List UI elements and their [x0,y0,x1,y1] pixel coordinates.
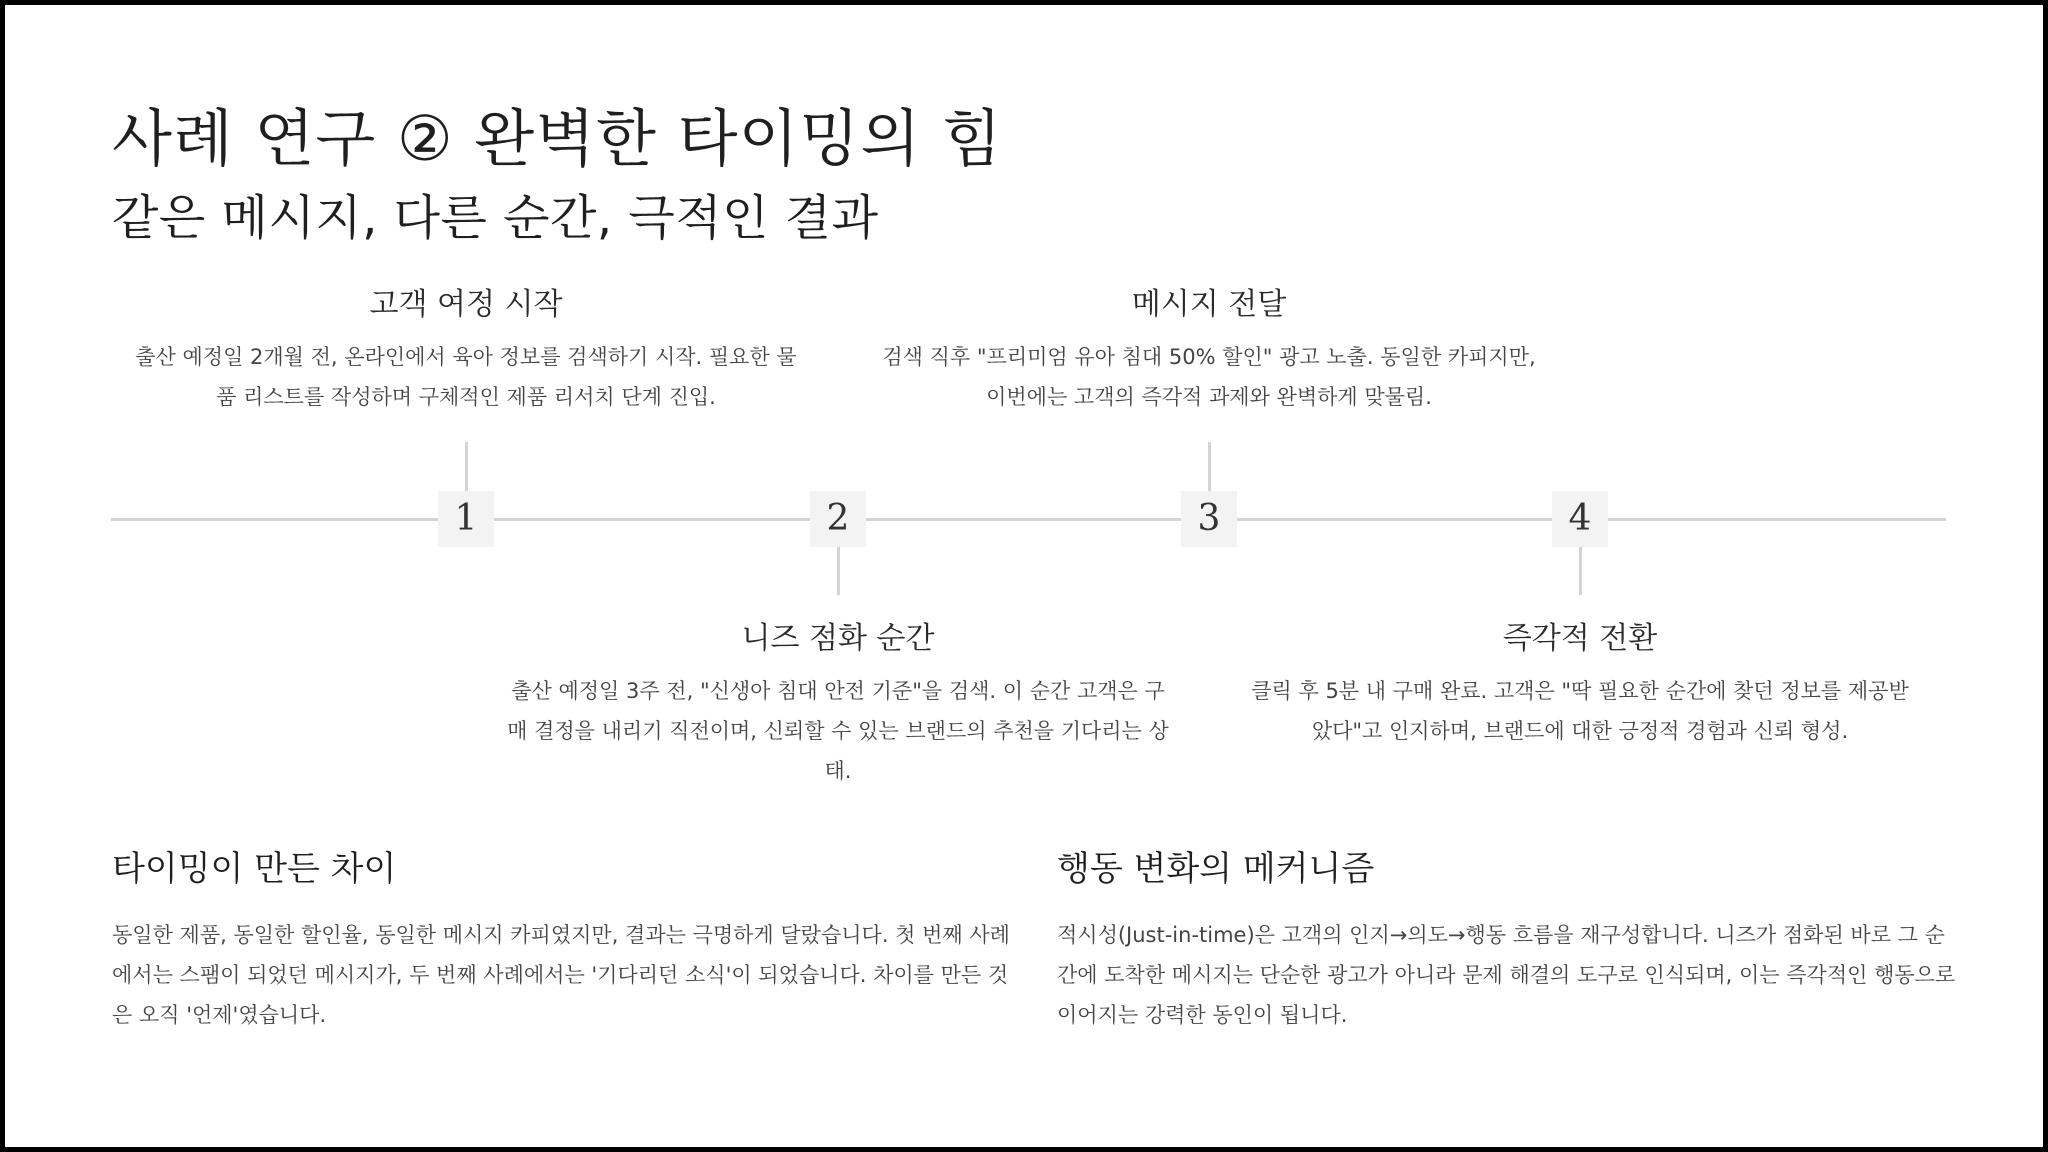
timeline-event-description: 출산 예정일 3주 전, "신생아 침대 안전 기준"을 검색. 이 순간 고객은 구매 결정을 내리기 직전이며, 신뢰할 수 있는 브랜드의 추천을 기다리는 상태. [507,679,1169,783]
section-title: 타이밍이 만든 차이 [112,849,397,889]
slide-subtitle: 같은 메시지, 다른 순간, 극적인 결과 [112,190,879,246]
timeline-event-description: 출산 예정일 2개월 전, 온라인에서 육아 정보를 검색하기 시작. 필요한 물품 리스트를 작성하며 구체적인 제품 리서치 단계 진입. [135,345,797,409]
timeline-marker-3: 3 [1181,491,1237,547]
section-body: 적시성(Just-in-time)은 고객의 인지→의도→행동 흐름을 재구성합니다. 니즈가 점화된 바로 그 순간에 도착한 메시지는 단순한 광고가 아니라 문제 해결의 도구로 인식되며, 이는 즉각적인 행동으로 이어지는 강력한 동인이 됩니다. [1057,923,1956,1027]
timeline-event-title: 고객 여정 시작 [369,287,563,322]
section-title: 행동 변화의 메커니즘 [1057,849,1375,889]
timeline-marker-2: 2 [810,491,866,547]
slide-title: 사례 연구 ② 완벽한 타이밍의 힘 [112,102,1003,175]
section-timing-difference [112,845,1012,1035]
timeline-marker-4: 4 [1552,491,1608,547]
timeline-event-3 [874,285,1544,417]
timeline-event-description: 클릭 후 5분 내 구매 완료. 고객은 "딱 필요한 순간에 찾던 정보를 제공받았다"고 인지하며, 브랜드에 대한 긍정적 경험과 신뢰 형성. [1251,679,1909,743]
timeline-event-description: 검색 직후 "프리미엄 유아 침대 50% 할인" 광고 노출. 동일한 카피지만, 이번에는 고객의 즉각적 과제와 완벽하게 맞물림. [882,345,1536,409]
section-behavior-mechanism [1057,845,1957,1035]
timeline-event-1 [131,285,801,417]
timeline-line [111,518,1946,521]
timeline-event-4 [1245,619,1915,751]
timeline-marker-1: 1 [438,491,494,547]
section-body: 동일한 제품, 동일한 할인율, 동일한 메시지 카피였지만, 결과는 극명하게 달랐습니다. 첫 번째 사례에서는 스팸이 되었던 메시지가, 두 번째 사례에서는 '기다리던 소식'이 되었습니다. 차이를 만든 것은 오직 '언제'였습니다. [112,923,1010,1027]
timeline-event-title: 즉각적 전환 [1502,621,1658,656]
timeline-event-title: 니즈 점화 순간 [741,621,935,656]
timeline-event-title: 메시지 전달 [1131,287,1287,322]
slide [5,5,2043,1147]
timeline-event-2 [503,619,1173,791]
